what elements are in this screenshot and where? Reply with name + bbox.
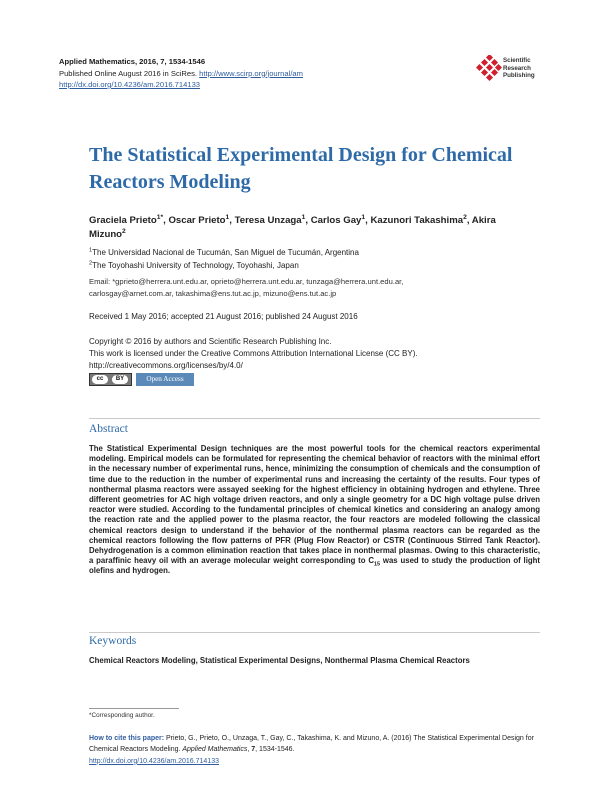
author-mark: 1 bbox=[361, 213, 366, 221]
cc-icon: cc bbox=[92, 375, 108, 384]
author-mark: 2 bbox=[463, 213, 467, 221]
journal-name: Applied Mathematics bbox=[59, 57, 135, 66]
by-icon: BY bbox=[112, 375, 128, 384]
copyright-block bbox=[89, 336, 418, 373]
author-name: Carlos Gay bbox=[310, 215, 362, 226]
copyright-line: Copyright © 2016 by authors and Scientific Research Publishing Inc. bbox=[89, 337, 332, 346]
abstract-text: The Statistical Experimental Design techniques are the most powerful tools for the chemical reactors experimental modeling. Empirical models can be formulated for representing the chemical behavior of reactors with the minimal effort in the necessary number of experimental runs, hence, minimizing the consumption of chemicals and the consumption of time due to the reduction in the number of experimental runs and increasing the certainty of the results. Four types of nonthermal plasma reactors were assayed seeking for the highest efficiency in obtaining hydrogen and ethylene. Three different geometries for AC high voltage driven reactors, and only a single geometry for a DC high voltage pulse driven reactor were studied. According to the fundamental principles of chemical kinetics and considering an analogy among the reaction rate and the applied power to the plasma reactor, the four reactors are modeled following the classical chemical reactors design to understand if the behavior of the nonthermal plasma reactors can be regarded as the chemical reactors following the flow patterns of PFR (Plug Flow Reactor) or CSTR (Continuous Stirred Tank Reactor). Dehydrogenation is a common elimination reaction that takes place in nonthermal plasmas. Owing to this characteristic, a paraffinic heavy oil with an average molecular weight corresponding to $C_{15}$ was used to study the production of light olefins and hydrogen. bbox=[89, 444, 540, 576]
author-name: Graciela Prieto bbox=[89, 215, 157, 226]
author-separator: , bbox=[365, 215, 371, 226]
journal-link[interactable]: http://www.scirp.org/journal/am bbox=[199, 68, 303, 78]
keywords-text: Chemical Reactors Modeling, Statistical Experimental Designs, Nonthermal Plasma Chemical Reactors bbox=[89, 656, 470, 665]
publisher-logo bbox=[476, 53, 551, 87]
open-access-badge[interactable]: Open Access bbox=[136, 373, 194, 386]
citation-block: How to cite this paper: Prieto, G., Prieto, O., Unzaga, T., Gay, C., Takashima, K. and Mizuno, A. (2016) The Statistical Experimental Design for Chemical Reactors Modeling. Applied Mathematics, 7, 1534-1546. http://dx.doi.org/10.4236/am.2016.714133 bbox=[89, 735, 534, 765]
author-name: Oscar Prieto bbox=[168, 215, 226, 226]
publication-dates: Received 1 May 2016; accepted 21 August 2016; published 24 August 2016 bbox=[89, 312, 358, 321]
email-line-2: carlosgay@arnet.com.ar, takashima@ens.tut.ac.jp, mizuno@ens.tut.ac.jp bbox=[89, 289, 337, 298]
email-line-1: Email: *gprieto@herrera.unt.edu.ar, oprieto@herrera.unt.edu.ar, tunzaga@herrera.unt.edu.ar, bbox=[89, 277, 404, 286]
author-mark: 1* bbox=[156, 213, 164, 221]
cc-by-badge[interactable] bbox=[89, 373, 132, 386]
author-mark: 1 bbox=[225, 213, 230, 221]
volume-info: , 2016, 7, 1534-1546 bbox=[134, 57, 206, 66]
logo-line-3: Publishing bbox=[503, 72, 535, 80]
author-separator: , bbox=[466, 215, 472, 226]
author-mark: 1 bbox=[301, 213, 306, 221]
author-name: Akira Mizuno bbox=[89, 215, 496, 240]
email-block bbox=[89, 276, 403, 300]
author-separator: , bbox=[305, 215, 311, 226]
footnote-divider bbox=[89, 708, 179, 709]
doi-link[interactable]: http://dx.doi.org/10.4236/am.2016.714133 bbox=[59, 80, 201, 89]
affiliation-1: $^1$The Universidad Nacional de Tucumán, San Miguel de Tucumán, Argentina bbox=[89, 247, 359, 257]
keywords-heading: Keywords bbox=[89, 635, 137, 647]
abstract-divider bbox=[89, 418, 540, 419]
affiliation-2: $^2$The Toyohashi University of Technology, Toyohashi, Japan bbox=[89, 259, 299, 270]
affiliations bbox=[89, 247, 359, 272]
journal-header bbox=[59, 56, 303, 91]
logo-line-1: Scientific bbox=[503, 57, 531, 64]
citation-doi-link[interactable]: http://dx.doi.org/10.4236/am.2016.714133 bbox=[89, 757, 219, 765]
abstract-heading: Abstract bbox=[89, 423, 128, 435]
footnote: *Corresponding author. bbox=[89, 712, 155, 719]
scirp-diamond-icon bbox=[476, 55, 502, 83]
license-link[interactable]: http://creativecommons.org/licenses/by/4.0/ bbox=[89, 361, 243, 371]
paper-title: The Statistical Experimental Design for Chemical Reactors Modeling bbox=[89, 144, 513, 193]
author-mark: 2 bbox=[122, 227, 126, 235]
author-separator: , bbox=[163, 215, 169, 226]
author-name: Teresa Unzaga bbox=[234, 215, 302, 226]
keywords-divider bbox=[89, 632, 540, 633]
logo-line-2: Research bbox=[503, 64, 531, 72]
citation-lead: How to cite this paper: bbox=[89, 735, 165, 742]
author-list bbox=[89, 214, 529, 242]
author-name: Kazunori Takashima bbox=[370, 215, 464, 226]
license-line: This work is licensed under the Creative Commons Attribution International License (CC BY). bbox=[89, 349, 418, 359]
published-online: Published Online August 2016 in SciRes. bbox=[59, 68, 200, 78]
author-separator: , bbox=[229, 215, 235, 226]
